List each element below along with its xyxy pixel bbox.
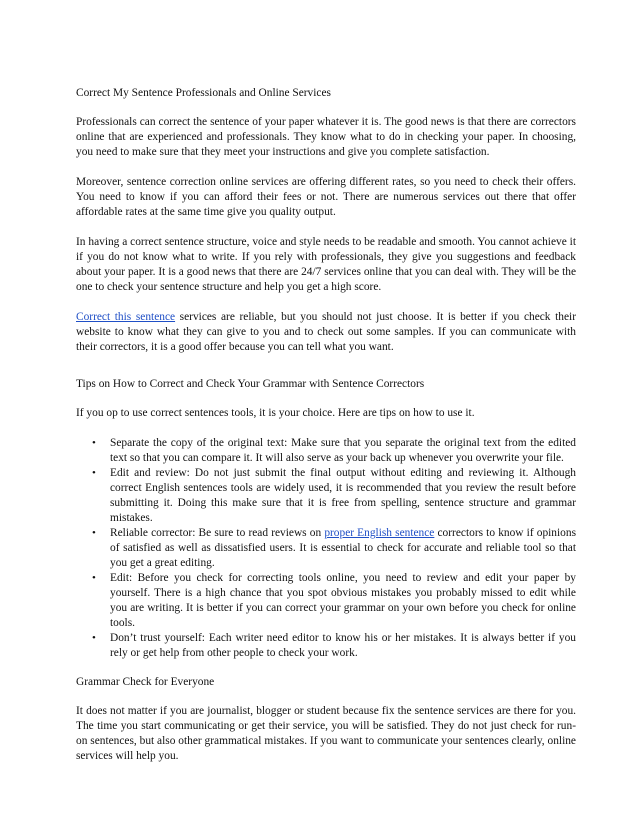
- paragraph-professionals: Professionals can correct the sentence of your paper whatever it is. The good news is that there are correctors online that are experienced and professionals. They know what to do in checking your paper. In choosing, you need to make sure that they meet your instructions and give you complete satisfaction.: [76, 116, 576, 158]
- tip-edit: Edit: Before you check for correcting tools online, you need to review and edit your paper by yourself. There is a high chance that you spot obvious mistakes you probably missed to edit while you are writing. It is better if you can correct your grammar on your own before you check for online tools.: [110, 572, 576, 629]
- bullet-icon: •: [92, 467, 96, 479]
- list-item: [76, 571, 576, 631]
- section-heading-tips: Tips on How to Correct and Check Your Grammar with Sentence Correctors: [76, 378, 425, 390]
- bullet-icon: •: [92, 527, 96, 539]
- list-item: [76, 526, 576, 571]
- bullet-icon: •: [92, 437, 96, 449]
- tip-reliable-corrector-after: correctors to know if opinions of satisfied as well as dissatisfied users. It is essential to check for accurate and reliable tool so that you get a great editing.: [110, 527, 576, 569]
- paragraph-structure: In having a correct sentence structure, voice and style needs to be readable and smooth. You cannot achieve it if you do not know what to write. If you rely with professionals, they give you suggestions and feedback about your paper. It is a good news that there are 24/7 services online that you can deal with. They will be the one to check your sentence structure and help you get a high score.: [76, 236, 576, 293]
- list-item: [76, 466, 576, 526]
- paragraph-reliable-services-text: services are reliable, but you should not just choose. It is better if you check their website to know what they can give to you and to check out some samples. If you can communicate with their correctors, it is a good offer because you can tell what you want.: [76, 311, 576, 353]
- paragraph-grammar-check: It does not matter if you are journalist, blogger or student because fix the sentence services are there for you. The time you start communicating or get their service, you will be satisfied. They do not just check for run-on sentences, but also other grammatical mistakes. If you want to communicate your sentences clearly, online services will help you.: [76, 705, 576, 762]
- tips-list: [76, 436, 576, 661]
- paragraph-rates: Moreover, sentence correction online services are offering different rates, so you need to check their offers. You need to know if you can afford their fees or not. There are numerous services out there that offer affordable rates at the same time give you quality output.: [76, 176, 576, 218]
- list-item: [76, 436, 576, 466]
- tip-edit-review: Edit and review: Do not just submit the final output without editing and reviewing it. Although correct English sentences tools are widely used, it is recommended that you review the result before submitting it. Doing this make sure that it is free from spelling, sentence structure and grammar mistakes.: [110, 467, 576, 524]
- paragraph-reliable-services: [76, 310, 576, 355]
- paragraph-tips-intro: If you op to use correct sentences tools, it is your choice. Here are tips on how to use it.: [76, 407, 475, 419]
- section-heading-grammar-check: Grammar Check for Everyone: [76, 676, 215, 688]
- tip-dont-trust-yourself: Don’t trust yourself: Each writer need editor to know his or her mistakes. It is always better if you rely or get help from other people to check your work.: [110, 632, 576, 659]
- proper-english-sentence-link[interactable]: proper English sentence: [324, 527, 435, 539]
- correct-this-sentence-link[interactable]: Correct this sentence: [76, 311, 176, 323]
- bullet-icon: •: [92, 632, 96, 644]
- section-heading-correct-my-sentence: Correct My Sentence Professionals and Online Services: [76, 87, 331, 99]
- tip-separate-copy: Separate the copy of the original text: Make sure that you separate the original text from the edited text so that you can compare it. It will also serve as your back up whenever you overwrite your file.: [110, 437, 576, 464]
- tip-reliable-corrector-before: Reliable corrector: Be sure to read reviews on: [110, 527, 325, 539]
- bullet-icon: •: [92, 572, 96, 584]
- list-item: [76, 631, 576, 661]
